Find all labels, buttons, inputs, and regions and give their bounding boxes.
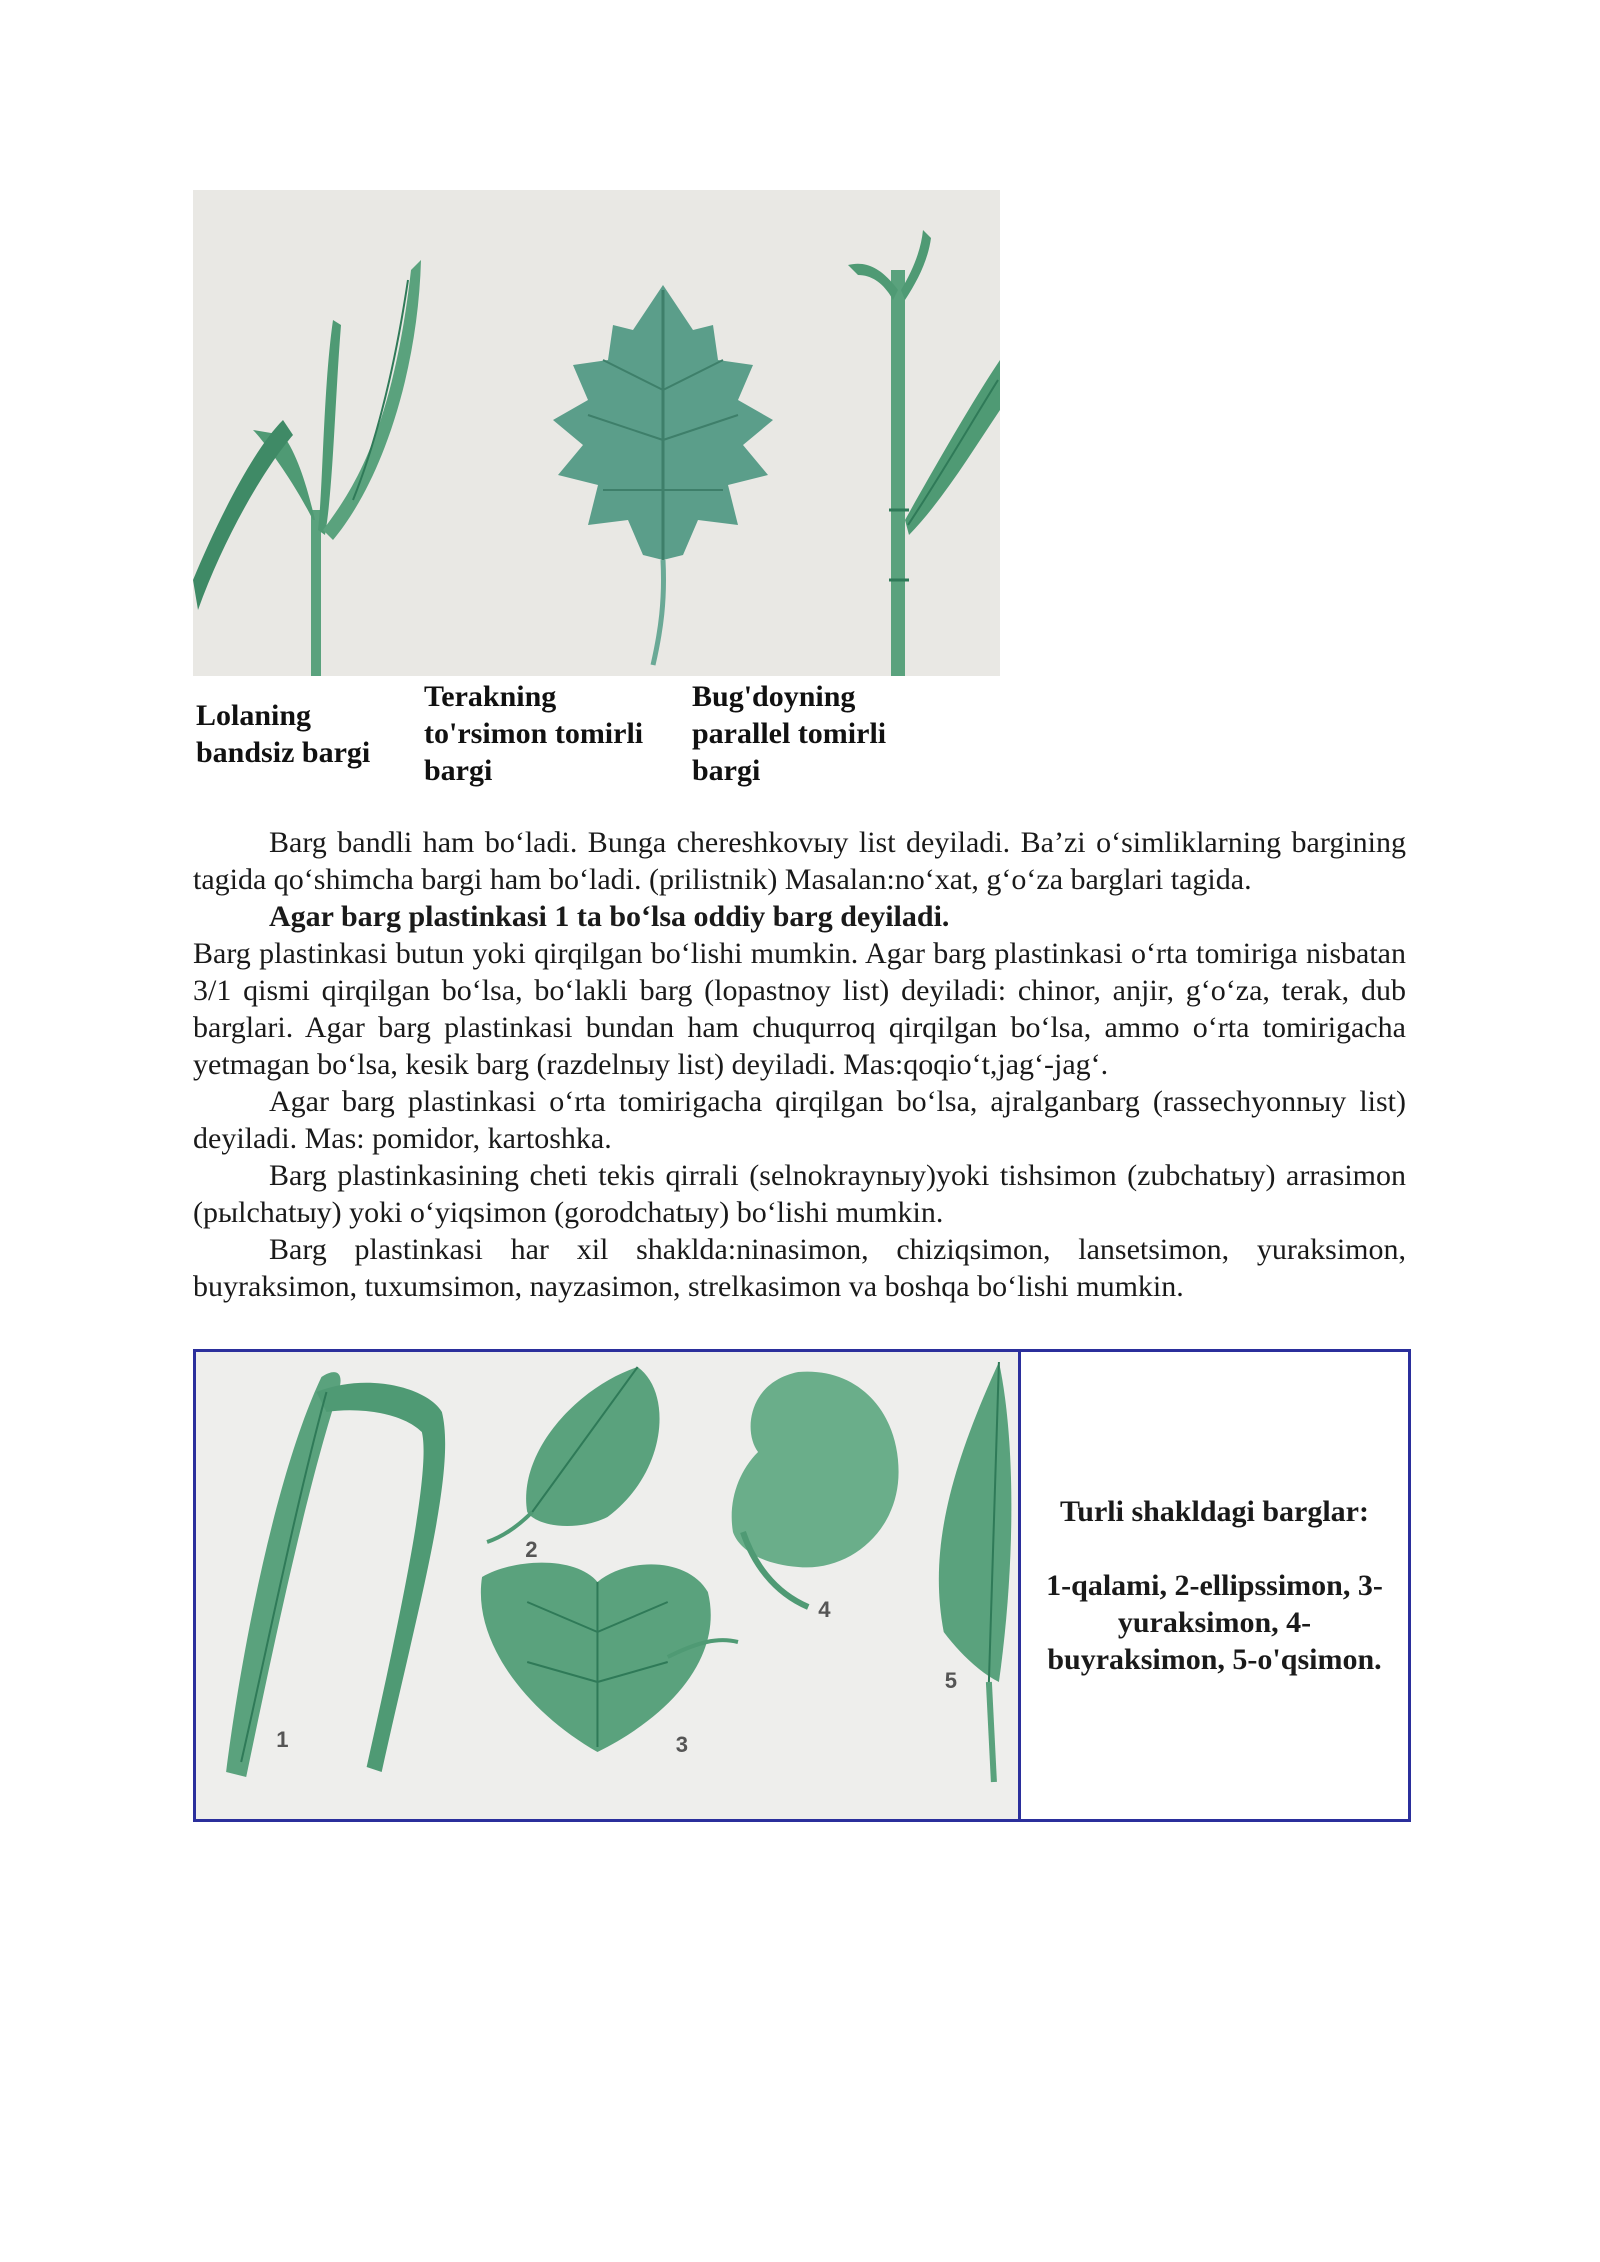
leaf-number-1: 1 xyxy=(276,1727,289,1752)
caption-tulip-leaf: Lolaning bandsiz bargi xyxy=(196,699,371,769)
body-text xyxy=(193,824,1406,1305)
caption-wheat-leaf: Bug'doyning parallel tomirli bargi xyxy=(692,680,887,787)
paragraph: Barg bandli ham bo‘ladi. Bunga chereshkovыy list deyiladi. Ba’zi o‘simliklarning bargining tagida qo‘shimcha bargi ham bo‘ladi. (prilistnik) Masalan:no‘xat, g‘o‘za barglari tagida. xyxy=(193,826,1406,896)
leaf-number-5: 5 xyxy=(944,1668,958,1693)
caption-poplar-leaf: Terakning to'rsimon tomirli bargi xyxy=(424,680,644,787)
paragraph-bold: Agar barg plastinkasi 1 ta bo‘lsa oddiy barg deyiladi. xyxy=(269,900,950,933)
paragraph: Barg plastinkasi har xil shaklda:ninasimon, chiziqsimon, lansetsimon, yuraksimon, buyraksimon, tuxumsimon, nayzasimon, strelkasimon va boshqa bo‘lishi mumkin. xyxy=(193,1233,1406,1303)
leaf-shapes-figure xyxy=(193,1349,1411,1822)
caption-description: 1-qalami, 2-ellipssimon, 3-yuraksimon, 4-buyraksimon, 5-o'qsimon. xyxy=(1046,1569,1383,1676)
paragraph: Barg plastinkasi butun yoki qirqilgan bo‘lishi mumkin. Agar barg plastinkasi o‘rta tomiriga nisbatan 3/1 qismi qirqilgan bo‘lsa, bo‘lakli barg (lopastnoy list) deyiladi: chinor, anjir, g‘o‘za, terak, dub barglari. Agar barg plastinkasi bundan ham chuqurroq qirqilgan bo‘lsa, ammo o‘rta tomirigacha yetmagan bo‘lsa, kesik barg (razdelnыy list) deyiladi. Mas:qoqio‘t,jag‘-jag‘. xyxy=(193,937,1406,1081)
leaf-number-2: 2 xyxy=(525,1537,538,1562)
paragraph: Barg plastinkasining cheti tekis qirrali (selnokraynыy)yoki tishsimon (zubchatыy) arrasimon (pыlchatыy) yoki o‘yiqsimon (gorodchatыy) bo‘lishi mumkin. xyxy=(193,1159,1406,1229)
leaf-shapes-caption xyxy=(1021,1352,1408,1819)
caption-title: Turli shakldagi barglar: xyxy=(1060,1495,1369,1528)
paragraph: Agar barg plastinkasi o‘rta tomirigacha qirqilgan bo‘lsa, ajralganbarg (rassechyonnыy list) deyiladi. Mas: pomidor, kartoshka. xyxy=(193,1085,1406,1155)
leaf-number-3: 3 xyxy=(675,1732,689,1757)
leaf-types-illustration xyxy=(193,190,1000,676)
leaf-shapes-illustration xyxy=(196,1352,1021,1819)
leaf-number-4: 4 xyxy=(818,1597,831,1622)
